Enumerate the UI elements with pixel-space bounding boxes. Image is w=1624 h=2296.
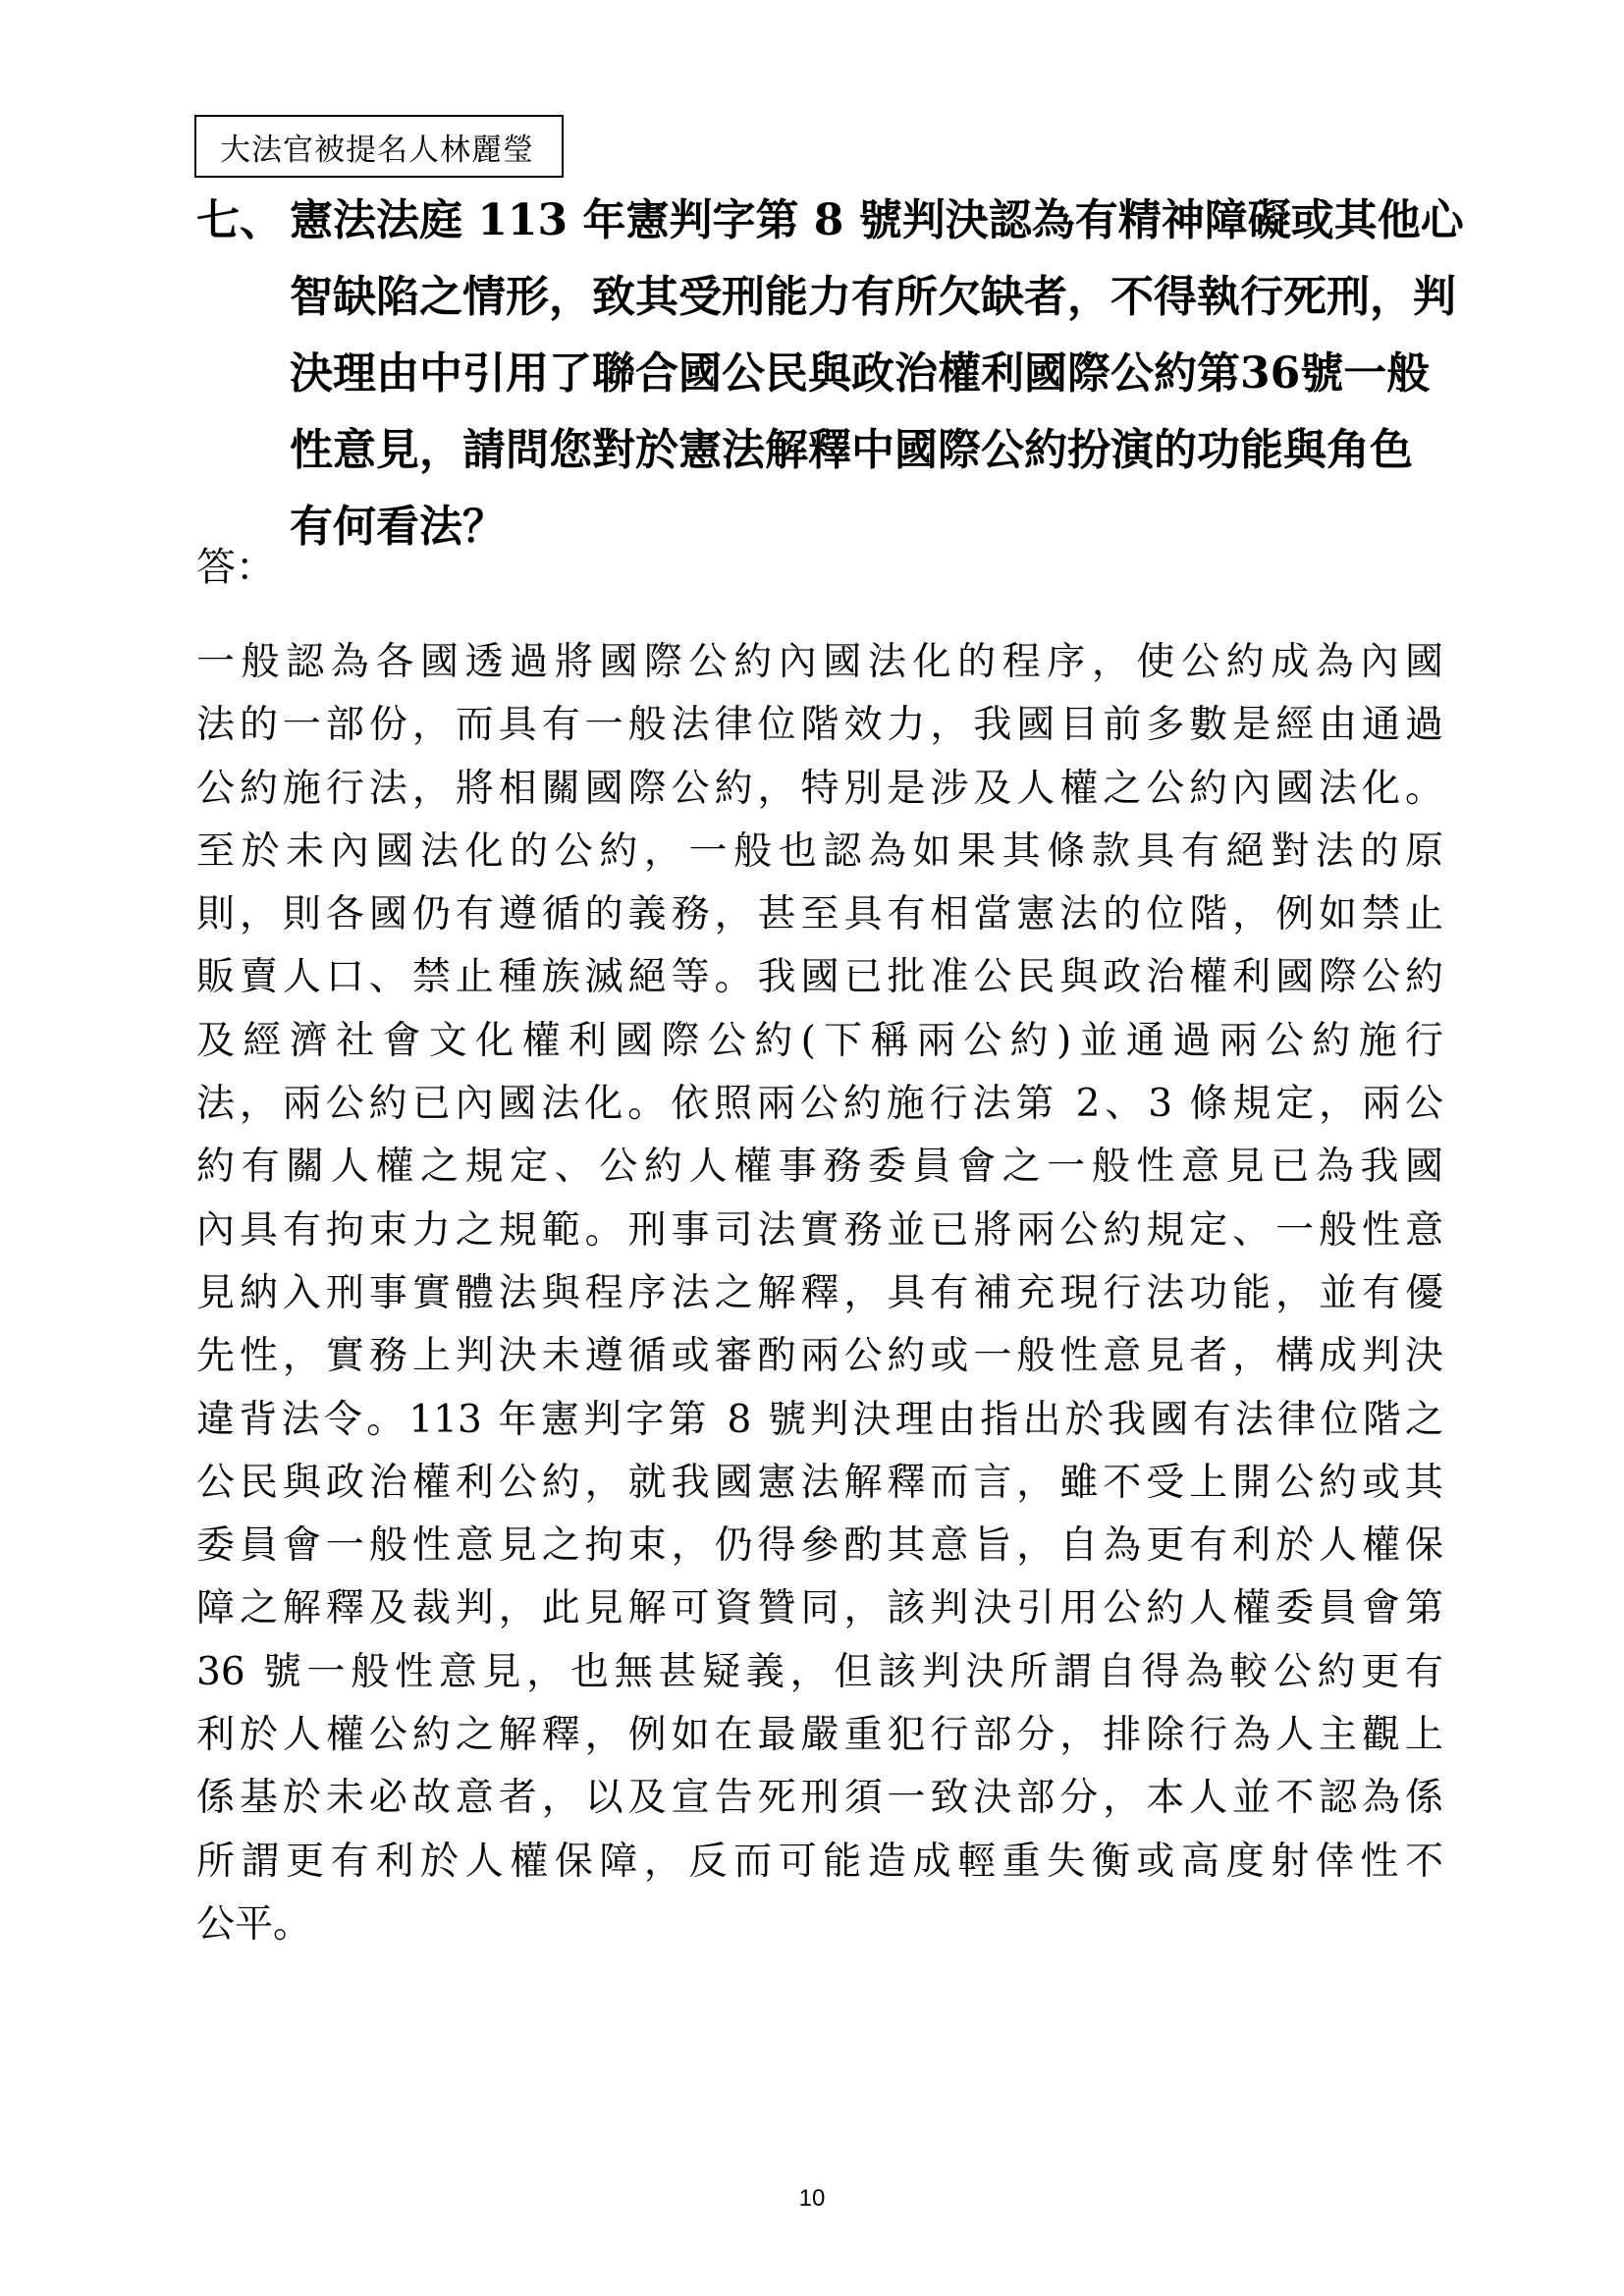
answer-line: 利於人權公約之解釋，例如在最嚴重犯行部分，排除行為人主觀上 [196, 1713, 1443, 1758]
answer-line: 公平。 [196, 1901, 312, 1947]
answer-line: 見納入刑事實體法與程序法之解釋，具有補充現行法功能，並有優 [196, 1270, 1443, 1315]
answer-line: 公民與政治權利公約，就我國憲法解釋而言，雖不受上開公約或其 [196, 1460, 1443, 1505]
question-text: 有何看法？ [290, 502, 506, 552]
nominee-header-box [194, 115, 564, 178]
question-line [196, 259, 1456, 336]
answer-line: 法，兩公約已內國法化。依照兩公約施行法第 2、3 條規定，兩公 [196, 1082, 1443, 1127]
question-line [196, 336, 1443, 412]
answer-line: 內具有拘束力之規範。刑事司法實務並已將兩公約規定、一般性意 [196, 1207, 1443, 1253]
answer-line: 違背法令。113 年憲判字第 8 號判決理由指出於我國有法律位階之 [196, 1397, 1443, 1442]
answer-line: 法的一部份，而具有一般法律位階效力，我國目前多數是經由通過 [196, 703, 1443, 748]
question-text: 智缺陷之情形，致其受刑能力有所欠缺者，不得執行死刑，判 [290, 272, 1456, 322]
question-text: 決理由中引用了聯合國公民與政治權利國際公約第36號一般 [290, 348, 1431, 399]
answer-line: 則，則各國仍有遵循的義務，甚至具有相當憲法的位階，例如禁止 [196, 892, 1443, 937]
answer-line: 一般認為各國透過將國際公約內國法化的程序，使公約成為內國 [196, 640, 1443, 684]
question-line [196, 183, 1464, 259]
answer-line: 所謂更有利於人權保障，反而可能造成輕重失衡或高度射倖性不 [196, 1839, 1443, 1884]
question-line [196, 412, 1443, 489]
answer-line: 係基於未必故意者，以及宣告死刑須一致決部分，本人並不認為係 [196, 1776, 1443, 1821]
question-line [196, 489, 1443, 565]
answer-line: 約有關人權之規定、公約人權事務委員會之一般性意見已為我國 [196, 1145, 1443, 1190]
question-text: 性意見，請問您對於憲法解釋中國際公約扮演的功能與角色 [290, 425, 1413, 475]
answer-line: 及經濟社會文化權利國際公約(下稱兩公約)並通過兩公約施行 [196, 1018, 1443, 1063]
question-block [196, 183, 1464, 565]
answer-line: 先性，實務上判決未遵循或審酌兩公約或一般性意見者，構成判決 [196, 1334, 1443, 1379]
question-text: 憲法法庭 113 年憲判字第 8 號判決認為有精神障礙或其他心 [290, 195, 1464, 245]
answer-line: 委員會一般性意見之拘束，仍得參酌其意旨，自為更有利於人權保 [196, 1523, 1443, 1569]
answer-paragraph [196, 631, 1443, 1956]
answer-line: 販賣人口、禁止種族滅絕等。我國已批准公民與政治權利國際公約 [196, 955, 1443, 1000]
answer-label: 答： [196, 545, 275, 590]
answer-line: 障之解釋及裁判，此見解可資贊同，該判決引用公約人權委員會第 [196, 1586, 1443, 1631]
question-number: 七、 [196, 195, 283, 245]
answer-line: 至於未內國法化的公約，一般也認為如果其條款具有絕對法的原 [196, 828, 1443, 874]
page-number: 10 [798, 2185, 826, 2212]
answer-line: 公約施行法，將相關國際公約，特別是涉及人權之公約內國法化。 [196, 766, 1443, 811]
answer-line: 36 號一般性意見，也無甚疑義，但該判決所謂自得為較公約更有 [196, 1649, 1443, 1694]
nominee-header-label: 大法官被提名人林麗瑩 [220, 132, 534, 168]
